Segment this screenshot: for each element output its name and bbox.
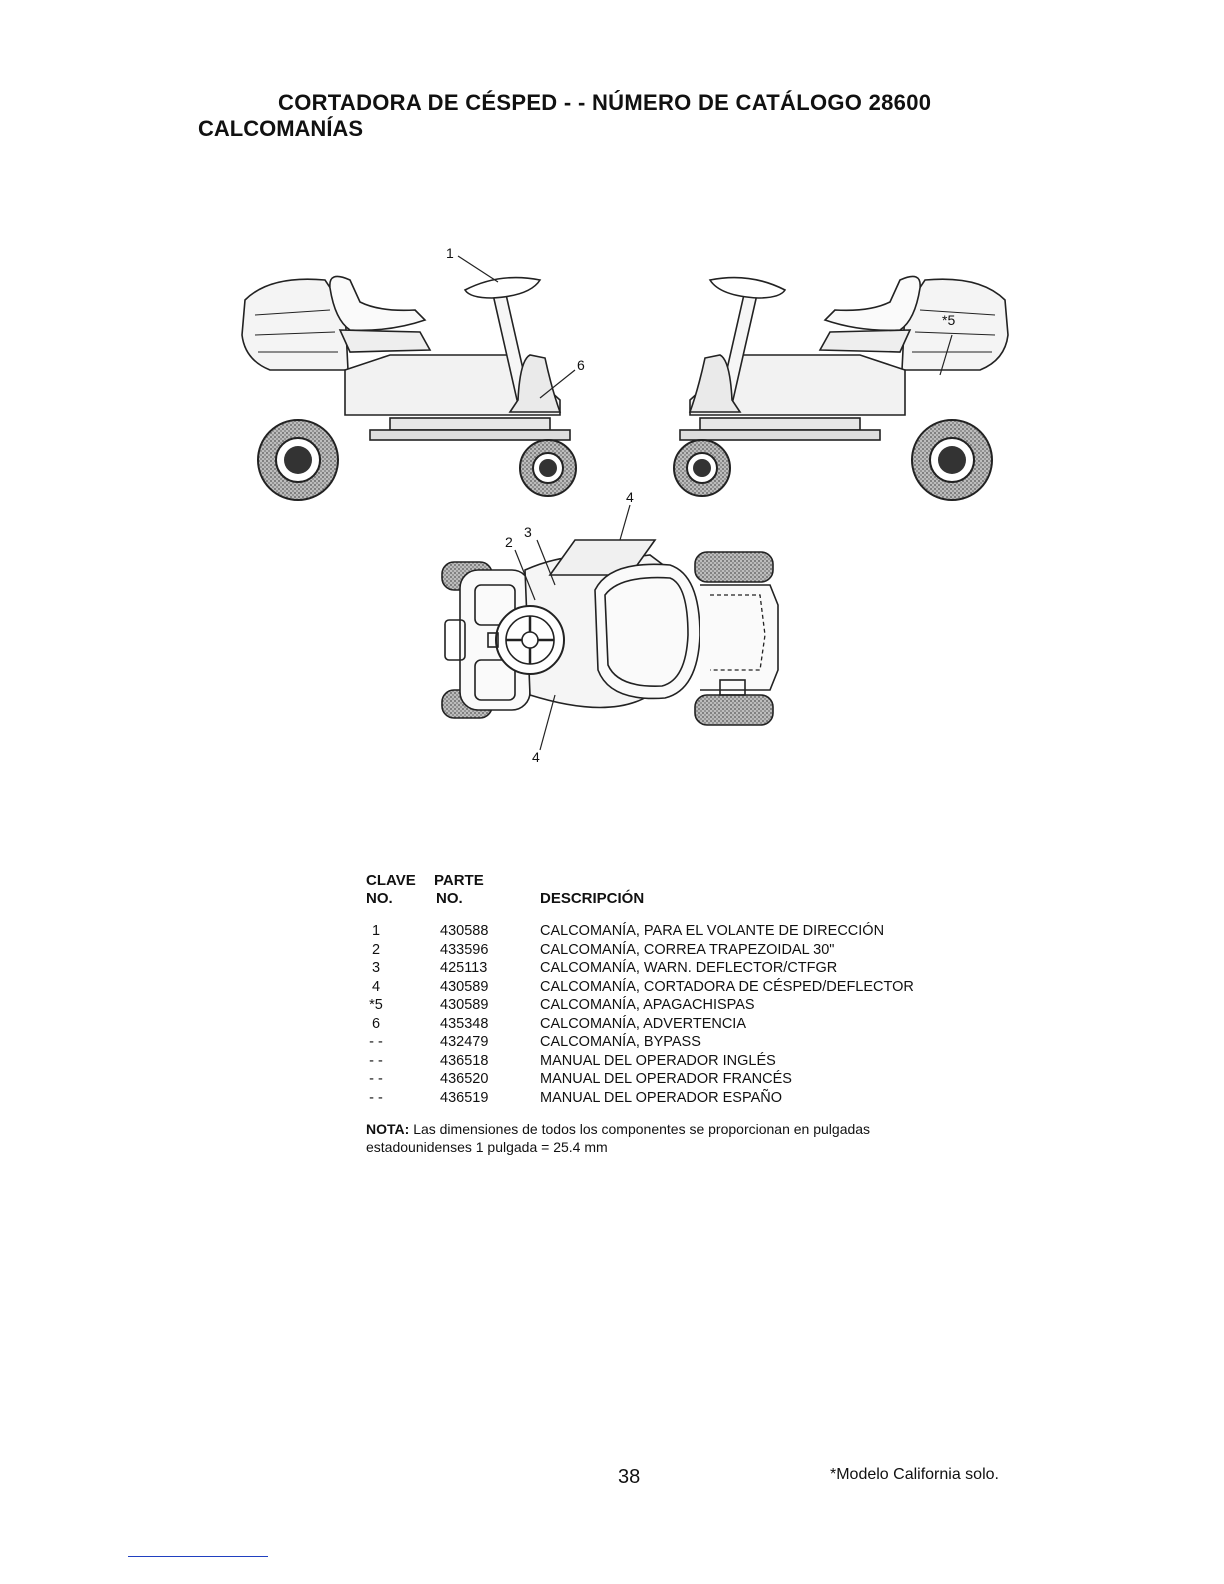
row-desc: MANUAL DEL OPERADOR ESPAÑO (540, 1089, 782, 1106)
row-part: 433596 (440, 941, 489, 958)
row-part: 430588 (440, 923, 489, 939)
callout-4-top: 4 (626, 489, 634, 505)
row-part: 430589 (440, 997, 489, 1013)
left-front-wheel (520, 440, 576, 496)
row-key: - - (369, 1071, 383, 1087)
header-clave-no: NO. (366, 890, 393, 907)
row-desc: CALCOMANÍA, APAGACHISPAS (540, 997, 755, 1013)
header-clave: CLAVE (366, 872, 416, 889)
header-parte: PARTE (434, 872, 484, 889)
row-key: - - (369, 1034, 383, 1050)
row-desc: CALCOMANÍA, ADVERTENCIA (540, 1015, 747, 1032)
header-descripcion: DESCRIPCIÓN (540, 890, 645, 907)
header-parte-no: NO. (436, 890, 463, 907)
callout-2: 2 (505, 534, 513, 550)
left-rear-wheel (258, 420, 338, 500)
row-key: - - (369, 1052, 383, 1069)
row-key: 6 (371, 1015, 381, 1032)
row-part: 430589 (440, 978, 489, 995)
callout-5: *5 (942, 312, 956, 328)
section-title: CALCOMANÍAS (198, 116, 363, 141)
note-label: NOTA: (366, 1121, 410, 1137)
row-part: 435348 (440, 1015, 489, 1032)
note (366, 1120, 926, 1156)
row-part: 432479 (440, 1034, 489, 1050)
row-desc: MANUAL DEL OPERADOR INGLÉS (540, 1052, 776, 1069)
page-number: 38 (618, 1466, 641, 1488)
callout-1: 1 (446, 245, 454, 261)
row-part: 436520 (440, 1071, 489, 1087)
decal-location-diagram (230, 240, 1020, 770)
row-desc: CALCOMANÍA, CORREA TRAPEZOIDAL 30" (540, 941, 835, 958)
row-key: 2 (371, 941, 381, 958)
row-key: - - (369, 1089, 383, 1106)
mower-left-side-view (242, 276, 570, 440)
mower-illustration (230, 240, 1020, 770)
callout-3: 3 (524, 524, 532, 540)
row-part: 425113 (440, 960, 488, 976)
row-key: *5 (369, 997, 383, 1013)
row-key: 1 (371, 923, 381, 939)
callout-6: 6 (577, 357, 585, 373)
row-part: 436519 (440, 1089, 489, 1106)
row-part: 436518 (440, 1052, 489, 1069)
page-title: CORTADORA DE CÉSPED - - NÚMERO DE CATÁLOGO 28600 (278, 90, 932, 115)
row-key: 3 (371, 960, 381, 976)
row-desc: CALCOMANÍA, CORTADORA DE CÉSPED/DEFLECTOR (540, 978, 914, 995)
bottom-rule (128, 1556, 268, 1557)
row-desc: CALCOMANÍA, WARN. DEFLECTOR/CTFGR (540, 960, 838, 976)
callout-4-bottom: 4 (532, 749, 540, 765)
row-desc: CALCOMANÍA, BYPASS (540, 1034, 701, 1050)
mower-top-view (442, 540, 778, 725)
row-desc: CALCOMANÍA, PARA EL VOLANTE DE DIRECCIÓN (540, 923, 885, 939)
row-desc: MANUAL DEL OPERADOR FRANCÉS (540, 1071, 792, 1087)
row-key: 4 (371, 978, 381, 995)
footnote: *Modelo California solo. (830, 1466, 999, 1483)
note-text: Las dimensiones de todos los componentes se proporcionan en pulgadas estadounidenses 1 pulgada = 25.4 mm (366, 1121, 871, 1155)
mower-right-side-view (674, 276, 1008, 500)
